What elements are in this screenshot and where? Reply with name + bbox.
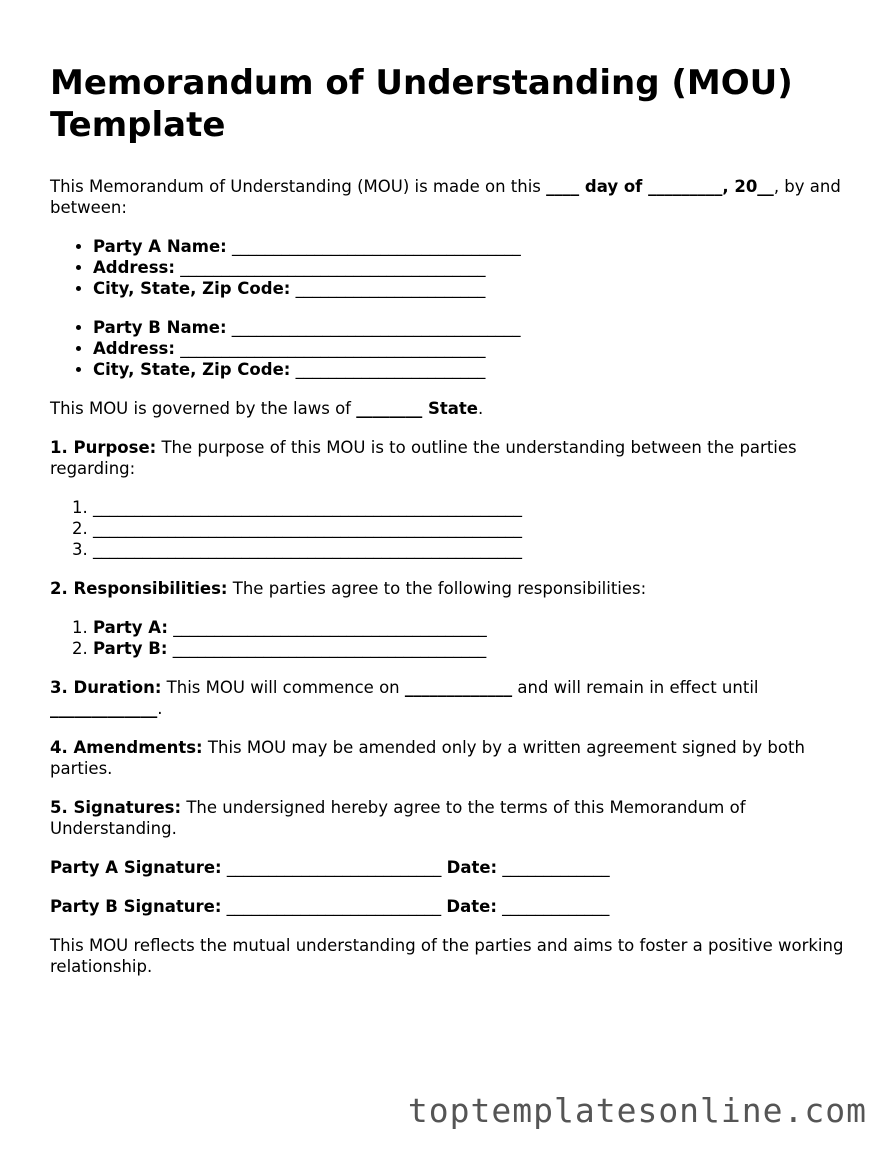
watermark: toptemplatesonline.com: [407, 1091, 867, 1130]
responsibilities-list: [50, 617, 850, 659]
list-item: • Address: _____________________________________: [93, 338, 850, 359]
closing-paragraph: This MOU reflects the mutual understanding of the parties and aims to foster a positive working relationship.: [50, 936, 844, 976]
list-item: • Address: _____________________________________: [93, 257, 850, 278]
section-heading: 5. Signatures:: [50, 798, 182, 817]
party-b-list: [50, 317, 850, 380]
page-title: Memorandum of Understanding (MOU) Template: [50, 63, 793, 145]
governing-law-paragraph: This MOU is governed by the laws of ________ State.: [50, 399, 484, 418]
party-a-signature-line: Party A Signature: __________________________ Date: _____________: [50, 858, 610, 877]
list-item: 3. ____________________________________________________: [93, 539, 850, 560]
list-item: 1. ____________________________________________________: [93, 497, 850, 518]
purpose-paragraph: 1. Purpose: The purpose of this MOU is to outline the understanding between the parties regarding:: [50, 438, 797, 478]
purpose-list: [50, 497, 850, 560]
party-a-list: [50, 236, 850, 299]
party-b-signature-line: Party B Signature: __________________________ Date: _____________: [50, 897, 610, 916]
date-blank: ____ day of _________, 20__: [546, 177, 774, 196]
intro-paragraph: This Memorandum of Understanding (MOU) is made on this ____ day of _________, 20__, by and between:: [50, 177, 841, 217]
list-item: • City, State, Zip Code: _______________________: [93, 278, 850, 299]
list-item: • City, State, Zip Code: _______________________: [93, 359, 850, 380]
list-item: 2. ____________________________________________________: [93, 518, 850, 539]
list-item: • Party A Name: ___________________________________: [93, 236, 850, 257]
signatures-paragraph: 5. Signatures: The undersigned hereby agree to the terms of this Memorandum of Understanding.: [50, 798, 746, 838]
section-heading: 4. Amendments:: [50, 738, 203, 757]
document-page: [50, 62, 850, 995]
list-item: 2. Party B: ______________________________________: [93, 638, 850, 659]
responsibilities-paragraph: 2. Responsibilities: The parties agree to the following responsibilities:: [50, 579, 647, 598]
duration-paragraph: 3. Duration: This MOU will commence on _____________ and will remain in effect until _____________.: [50, 678, 759, 718]
amendments-paragraph: 4. Amendments: This MOU may be amended only by a written agreement signed by both parties.: [50, 738, 805, 778]
section-heading: 1. Purpose:: [50, 438, 157, 457]
list-item: • Party B Name: ___________________________________: [93, 317, 850, 338]
section-heading: 3. Duration:: [50, 678, 162, 697]
section-heading: 2. Responsibilities:: [50, 579, 228, 598]
list-item: 1. Party A: ______________________________________: [93, 617, 850, 638]
